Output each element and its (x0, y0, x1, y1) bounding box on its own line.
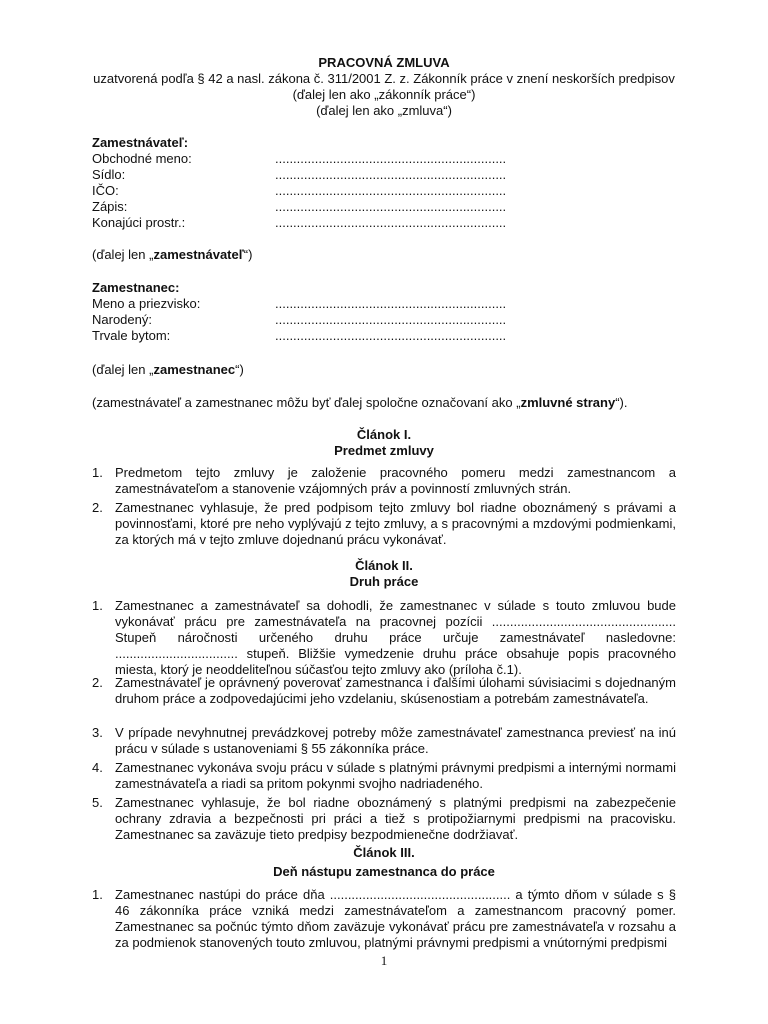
article-1-item-text: Predmetom tejto zmluvy je založenie pracovného pomeru medzi zamestnancom a zamestnávateľom a stanovenie vzájomných práv a povinností zmluvných strán. (115, 465, 676, 496)
article-3-item-number: 1. (92, 887, 103, 902)
parties-note-prefix: (zamestnávateľ a zamestnanec môžu byť ďalej spoločne označovaní ako „ (92, 395, 521, 410)
article-2-item-number: 3. (92, 725, 103, 740)
article-3-item-text: Zamestnanec nastúpi do práce dňa .................................................. a týmto dňom v súlade s § 46 zákonníka práce vzniká medzi zamestnávateľom a zamestnancom pracovný pomer. Zamestnanec sa počnúc týmto dňom zaväzuje vykonávať prácu pre zamestnávateľa v rozsahu a za podmienok stanovených touto zmluvou, platnými právnymi predpismi a vnútornými predpismi (115, 887, 676, 950)
article-1-item-text: Zamestnanec vyhlasuje, že pred podpisom tejto zmluvy bol riadne oboznámený s právami a povinnosťami, ktoré pre neho vyplývajú z tejto zmluvy, a s pracovnými a mzdovými podmienkami, za ktorých má v tejto zmluve dojednanú prácu vykonávať. (115, 500, 676, 547)
parties-note-suffix: “). (615, 395, 628, 410)
employer-label: Zápis: (92, 199, 128, 214)
article-1-title: Predmet zmluvy (334, 443, 434, 458)
employer-value: ................................................................ (275, 199, 507, 214)
employer-value: ................................................................ (275, 215, 507, 230)
employer-alias-suffix: “) (243, 247, 253, 262)
employer-heading: Zamestnávateľ: (92, 135, 189, 150)
article-2-item-number: 4. (92, 760, 103, 775)
article-2-item-number: 5. (92, 795, 103, 810)
employee-alias-prefix: (ďalej len „ (92, 362, 154, 377)
employer-alias-term: zamestnávateľ (153, 247, 244, 262)
employee-label: Meno a priezvisko: (92, 296, 201, 311)
page-number: 1 (380, 953, 388, 968)
employee-label: Trvale bytom: (92, 328, 171, 343)
document-subtitle-3: (ďalej len ako „zmluva“) (316, 103, 452, 118)
employee-alias-term: zamestnanec (153, 362, 236, 377)
employer-alias-prefix: (ďalej len „ (92, 247, 154, 262)
article-1-number: Článok I. (356, 427, 412, 442)
employer-alias (92, 247, 252, 263)
document-title: PRACOVNÁ ZMLUVA (318, 55, 450, 70)
document-subtitle: uzatvorená podľa § 42 a nasl. zákona č. 311/2001 Z. z. Zákonník práce v znení neskorších predpisov (93, 71, 675, 86)
article-2-item-text: V prípade nevyhnutnej prevádzkovej potreby môže zamestnávateľ zamestnanca previesť na inú prácu v súlade s ustanoveniami § 55 zákonníka práce. (115, 725, 676, 756)
employer-value: ................................................................ (275, 183, 507, 198)
article-2-title: Druh práce (349, 574, 419, 589)
document-subtitle-2: (ďalej len ako „zákonník práce“) (292, 87, 476, 102)
article-2-number: Článok II. (355, 558, 413, 573)
employee-value: ................................................................ (275, 312, 507, 327)
article-1-item-number: 2. (92, 500, 103, 515)
article-1-item-number: 1. (92, 465, 103, 480)
parties-note (92, 395, 628, 411)
article-2-item-text: Zamestnanec vykonáva svoju prácu v súlade s platnými právnymi predpismi a internými normami zamestnávateľa a riadi sa pritom pokynmi svojho nadriadeného. (115, 760, 676, 791)
article-2-item-number: 2. (92, 675, 103, 690)
article-3-number: Článok III. (353, 845, 415, 860)
employer-label: Konajúci prostr.: (92, 215, 186, 230)
parties-note-term: zmluvné strany (520, 395, 616, 410)
employee-value: ................................................................ (275, 296, 507, 311)
employee-heading: Zamestnanec: (92, 280, 180, 295)
employer-label: Sídlo: (92, 167, 126, 182)
employee-alias-suffix: “) (235, 362, 244, 377)
employee-alias (92, 362, 244, 378)
employee-value: ................................................................ (275, 328, 507, 343)
employer-value: ................................................................ (275, 167, 507, 182)
article-2-item-number: 1. (92, 598, 103, 613)
article-2-item-text: Zamestnanec vyhlasuje, že bol riadne oboznámený s platnými predpismi na zabezpečenie ochrany zdravia a bezpečnosti pri práci a tiež s protipožiarnymi predpismi na pracovisku. Zamestnanec sa zaväzuje tieto predpisy bezpodmienečne dodržiavať. (115, 795, 676, 842)
article-2-item-text: Zamestnanec a zamestnávateľ sa dohodli, že zamestnanec v súlade s touto zmluvou bude vykonávať prácu pre zamestnávateľa na pracovnej pozícii ................................................... Stupeň náročnosti určeného druhu práce určuje zamestnávateľ nasledovne: .................................. stupeň. Bližšie vymedzenie druhu práce obsahuje popis pracovného miesta, ktorý je neoddeliteľnou súčasťou tejto zmluvy ako (príloha č.1). (115, 598, 676, 677)
employer-value: ................................................................ (275, 151, 507, 166)
article-3-title: Deň nástupu zamestnanca do práce (273, 864, 495, 879)
employee-label: Narodený: (92, 312, 152, 327)
employer-label: Obchodné meno: (92, 151, 192, 166)
article-2-item-text: Zamestnávateľ je oprávnený poverovať zamestnanca i ďalšími úlohami súvisiacimi s dojednaným druhom práce a zodpovedajúcimi jeho vzdelaniu, skúsenostiam a potrebám zamestnávateľa. (115, 675, 676, 706)
employer-label: IČO: (92, 183, 119, 198)
